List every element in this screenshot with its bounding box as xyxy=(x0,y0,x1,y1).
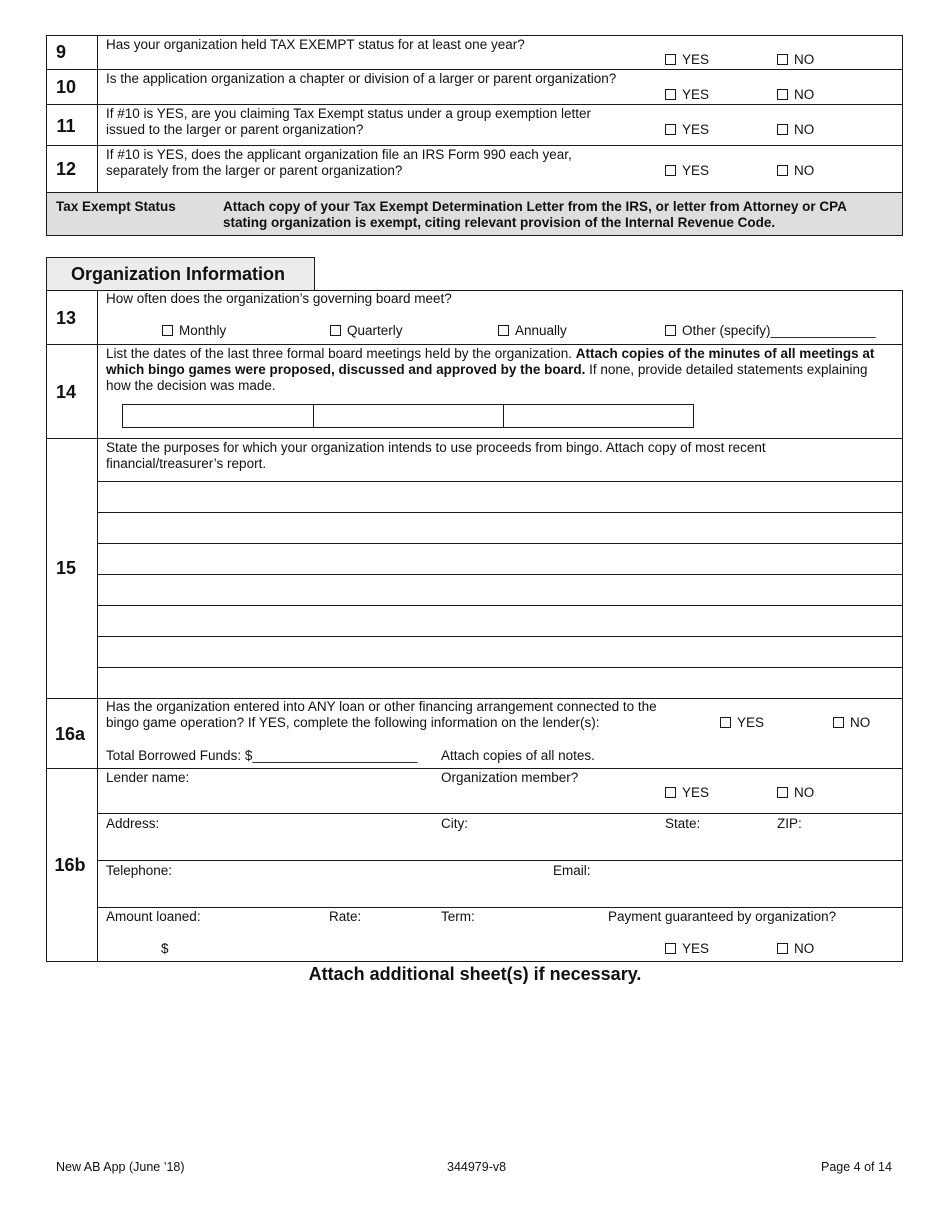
footer-form-version: New AB App (June ’18) xyxy=(56,1160,185,1174)
question-number-11: 11 xyxy=(56,116,76,136)
org-info-title: Organization Information xyxy=(71,264,285,284)
checkbox-icon xyxy=(665,165,676,176)
meeting-date-field-2[interactable] xyxy=(313,404,504,428)
question-15-line1: State the purposes for which your organization intends to use proceeds from bingo. Attach copy of most recent xyxy=(106,440,766,455)
purpose-line-4[interactable] xyxy=(97,574,903,575)
tax-exempt-line1: Attach copy of your Tax Exempt Determination Letter from the IRS, or letter from Attorney or CPA xyxy=(223,199,847,214)
state-label: State: xyxy=(665,816,701,831)
checkbox-icon xyxy=(777,124,788,135)
checkbox-icon xyxy=(665,943,676,954)
question-14-text: List the dates of the last three formal board meetings held by the organization. Attach copies of the minutes of all meetings at which bingo games were proposed, discussed and approved by the board. If none, provide detailed statements explaining how the decision was made. xyxy=(106,346,875,393)
zip-label: ZIP: xyxy=(777,816,802,831)
q16a-yes-checkbox[interactable]: YES xyxy=(720,715,764,730)
attach-notes-text: Attach copies of all notes. xyxy=(441,748,595,763)
tax-exempt-line2: stating organization is exempt, citing relevant provision of the Internal Revenue Code. xyxy=(223,215,776,230)
purpose-line-2[interactable] xyxy=(97,512,903,513)
checkbox-icon xyxy=(162,325,173,336)
question-number-12: 12 xyxy=(55,159,77,179)
org-member-label: Organization member? xyxy=(441,770,579,785)
checkbox-icon xyxy=(777,89,788,100)
q12-yes-checkbox[interactable]: YES xyxy=(665,163,709,178)
total-borrowed-funds-field[interactable]: Total Borrowed Funds: $______________________ xyxy=(106,748,418,763)
tax-exempt-label: Tax Exempt Status xyxy=(56,199,176,214)
checkbox-icon xyxy=(330,325,341,336)
checkbox-icon xyxy=(498,325,509,336)
question-number-13: 13 xyxy=(55,308,77,328)
q9-no-checkbox[interactable]: NO xyxy=(777,52,814,67)
lender-name-label: Lender name: xyxy=(106,770,190,785)
question-13-text: How often does the organization’s governing board meet? xyxy=(106,291,452,306)
q11-no-checkbox[interactable]: NO xyxy=(777,122,814,137)
meeting-date-field-3[interactable] xyxy=(503,404,694,428)
q16a-no-checkbox[interactable]: NO xyxy=(833,715,870,730)
q9-yes-checkbox[interactable]: YES xyxy=(665,52,709,67)
telephone-label: Telephone: xyxy=(106,863,173,878)
amount-loaned-label: Amount loaned: xyxy=(106,909,201,924)
checkbox-icon xyxy=(833,717,844,728)
question-15-line2: financial/treasurer’s report. xyxy=(106,456,267,471)
city-label: City: xyxy=(441,816,468,831)
question-16a-line1: Has the organization entered into ANY loan or other financing arrangement connected to the xyxy=(106,699,657,714)
question-number-14: 14 xyxy=(55,382,77,402)
question-number-9: 9 xyxy=(55,42,66,62)
question-12-line1: If #10 is YES, does the applicant organization file an IRS Form 990 each year, xyxy=(106,147,572,162)
question-11-line2: issued to the larger or parent organization? xyxy=(106,122,364,137)
q13-quarterly-checkbox[interactable]: Quarterly xyxy=(330,323,403,338)
question-9-text: Has your organization held TAX EXEMPT status for at least one year? xyxy=(106,37,525,52)
q11-yes-checkbox[interactable]: YES xyxy=(665,122,709,137)
checkbox-icon xyxy=(665,787,676,798)
q16b-member-no-checkbox[interactable]: NO xyxy=(777,785,814,800)
question-number-16a: 16a xyxy=(54,724,86,744)
checkbox-icon xyxy=(777,943,788,954)
purpose-line-7[interactable] xyxy=(97,667,903,668)
address-label: Address: xyxy=(106,816,160,831)
checkbox-icon xyxy=(777,54,788,65)
purpose-line-3[interactable] xyxy=(97,543,903,544)
question-16a-line2: bingo game operation? If YES, complete the following information on the lender(s): xyxy=(106,715,600,730)
q16b-guaranteed-no-checkbox[interactable]: NO xyxy=(777,941,814,956)
q16b-guaranteed-yes-checkbox[interactable]: YES xyxy=(665,941,709,956)
meeting-date-field-1[interactable] xyxy=(122,404,314,428)
question-number-10: 10 xyxy=(55,77,77,97)
q12-no-checkbox[interactable]: NO xyxy=(777,163,814,178)
q16b-member-yes-checkbox[interactable]: YES xyxy=(665,785,709,800)
purpose-line-6[interactable] xyxy=(97,636,903,637)
footer-page-number: Page 4 of 14 xyxy=(821,1160,892,1174)
checkbox-icon xyxy=(720,717,731,728)
purpose-line-1[interactable] xyxy=(97,481,903,482)
q10-yes-checkbox[interactable]: YES xyxy=(665,87,709,102)
purpose-line-5[interactable] xyxy=(97,605,903,606)
dollar-sign: $ xyxy=(161,941,169,956)
question-12-line2: separately from the larger or parent organization? xyxy=(106,163,403,178)
checkbox-icon xyxy=(665,124,676,135)
question-number-16b: 16b xyxy=(54,855,86,875)
attach-additional-sheets: Attach additional sheet(s) if necessary. xyxy=(308,964,642,984)
question-10-text: Is the application organization a chapter or division of a larger or parent organization? xyxy=(106,71,617,86)
email-label: Email: xyxy=(553,863,591,878)
checkbox-icon xyxy=(777,787,788,798)
rate-label: Rate: xyxy=(329,909,362,924)
question-11-line1: If #10 is YES, are you claiming Tax Exempt status under a group exemption letter xyxy=(106,106,592,121)
q10-no-checkbox[interactable]: NO xyxy=(777,87,814,102)
payment-guaranteed-label: Payment guaranteed by organization? xyxy=(608,909,837,924)
term-label: Term: xyxy=(441,909,475,924)
q13-monthly-checkbox[interactable]: Monthly xyxy=(162,323,226,338)
checkbox-icon xyxy=(665,54,676,65)
q13-other-checkbox[interactable]: Other (specify)______________ xyxy=(665,323,876,338)
footer-doc-id: 344979-v8 xyxy=(447,1160,507,1174)
question-number-15: 15 xyxy=(55,558,77,578)
checkbox-icon xyxy=(665,325,676,336)
q13-annually-checkbox[interactable]: Annually xyxy=(498,323,567,338)
checkbox-icon xyxy=(665,89,676,100)
checkbox-icon xyxy=(777,165,788,176)
